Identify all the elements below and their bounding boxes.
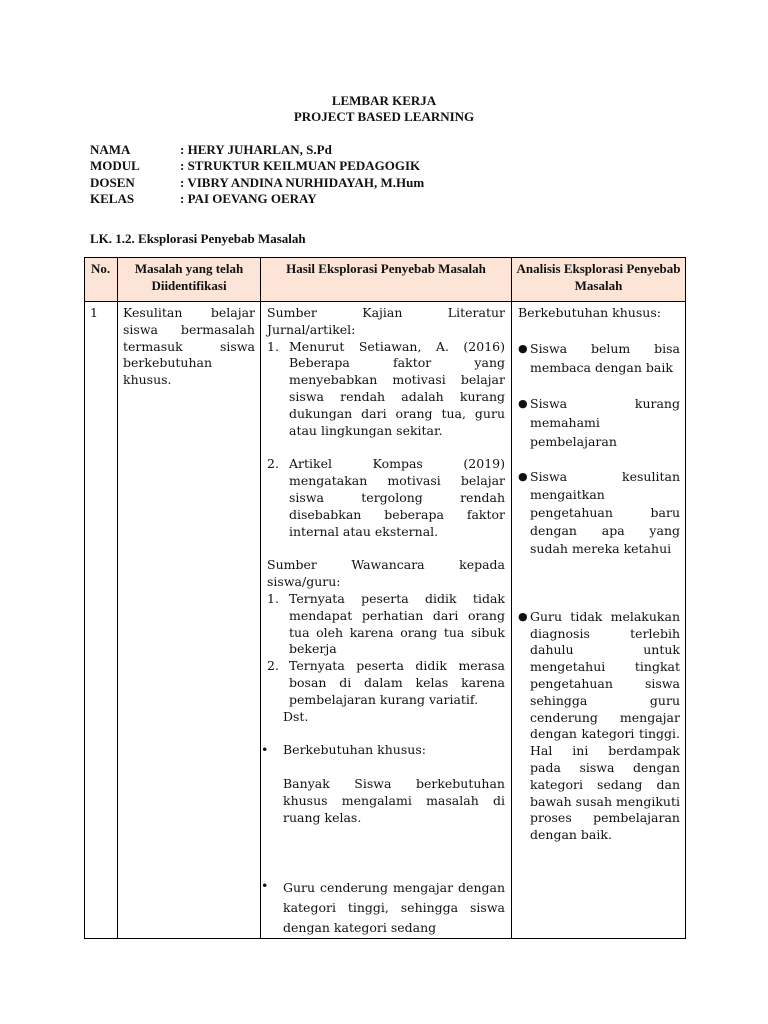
list-item	[518, 394, 680, 451]
analisis-item-2: Siswa kurang memahami pembelajaran	[530, 395, 680, 449]
list-item: 2. Artikel Kompas (2019) mengatakan motivasi belajar siswa tergolong rendah disebabkan beberapa faktor internal atau eksternal.	[267, 456, 505, 539]
row-number: 1	[90, 305, 98, 320]
cell-hasil	[261, 302, 512, 939]
lit-item-1: Menurut Setiawan, A. (2016) Beberapa faktor yang menyebabkan motivasi belajar siswa rendah adalah kurang dukungan dari orang tua, guru atau lingkungan sekitar.	[289, 338, 505, 438]
cell-analisis	[512, 302, 686, 939]
table-header-row	[85, 258, 686, 302]
info-row-kelas	[90, 191, 424, 207]
wawancara-item-2: Ternyata peserta didik merasa bosan di dalam kelas karena pembelajaran kurang variatif.	[289, 658, 505, 707]
info-label: NAMA	[90, 142, 131, 157]
table-row	[85, 302, 686, 939]
bullet-icon: ●	[518, 396, 528, 410]
wawancara-item-1: Ternyata peserta didik tidak mendapat perhatian dari orang tua oleh karena orang tua sibuk bekerja	[289, 590, 505, 657]
cell-masalah	[118, 302, 261, 939]
list-item: 2. Ternyata peserta didik merasa bosan di dalam kelas karena pembelajaran kurang variatif.	[267, 658, 505, 707]
bullet2-text: Guru cenderung mengajar dengan kategori tinggi, sehingga siswa dengan kategori sedang	[283, 879, 505, 935]
lit-item-2: Artikel Kompas (2019) mengatakan motivasi belajar siswa tergolong rendah disebabkan beberapa faktor internal atau eksternal.	[289, 456, 505, 539]
list-item	[261, 742, 505, 759]
list-item: 1. Ternyata peserta didik tidak mendapat perhatian dari orang tua oleh karena orang tua sibuk bekerja	[267, 590, 505, 657]
wawancara-intro: Sumber Wawancara kepada siswa/guru:	[267, 557, 505, 590]
bullet1-text: Banyak Siswa berkebutuhan khusus mengalami masalah di ruang kelas.	[283, 776, 505, 825]
bullet1-title: Berkebutuhan khusus:	[283, 742, 426, 758]
header-no: No.	[85, 258, 118, 302]
info-value: : STRUKTUR KEILMUAN PEDAGOGIK	[180, 158, 421, 174]
list-item	[518, 609, 680, 844]
header-hasil: Hasil Eksplorasi Penyebab Masalah	[261, 258, 512, 302]
info-label: KELAS	[90, 190, 135, 206]
bullet-icon: ●	[518, 341, 528, 355]
list-item: 1. Menurut Setiawan, A. (2016) Beberapa faktor yang menyebabkan motivasi belajar siswa rendah adalah kurang dukungan dari orang tua, guru atau lingkungan sekitar.	[267, 338, 505, 438]
analisis-item-1: Siswa belum bisa membaca dengan baik	[530, 340, 680, 375]
header-analisis: Analisis Eksplorasi Penyebab Masalah	[512, 258, 686, 302]
info-row-dosen	[90, 175, 424, 191]
bullet-icon: ●	[518, 469, 528, 483]
info-row-modul	[90, 158, 424, 174]
header-masalah: Masalah yang telah Diidentifikasi	[118, 258, 261, 302]
bullet-icon: •	[261, 877, 269, 893]
bullet-icon: •	[261, 742, 269, 758]
doc-title-line2: PROJECT BASED LEARNING	[293, 109, 475, 124]
info-label: MODUL	[90, 158, 140, 174]
cell-no	[85, 302, 118, 939]
dst-text: Dst.	[283, 708, 309, 724]
list-item	[261, 877, 505, 938]
analisis-intro: Berkebutuhan khusus:	[518, 305, 661, 320]
info-row-nama	[90, 142, 424, 158]
info-value: : VIBRY ANDINA NURHIDAYAH, M.Hum	[180, 174, 425, 190]
analisis-item-4: Guru tidak melakukan diagnosis terlebih dahulu untuk mengetahui tingkat pengetahuan siswa sehingga guru cenderung mengajar dengan kategori tinggi. Hal ini berdampak pada siswa dengan kategori sedang dan bawah susah mengikuti proses pembelajaran dengan baik.	[530, 608, 680, 843]
masalah-text: Kesulitan belajar siswa bermasalah termasuk siswa berkebutuhan khusus.	[123, 305, 255, 388]
lit-intro: Sumber Kajian Literatur Jurnal/artikel:	[267, 305, 505, 337]
section-title: LK. 1.2. Eksplorasi Penyebab Masalah	[90, 231, 306, 246]
list-item	[518, 339, 680, 377]
info-block	[90, 142, 424, 207]
analisis-item-3: Siswa kesulitan mengaitkan pengetahuan baru dengan apa yang sudah mereka ketahui	[530, 468, 680, 556]
worksheet-table	[84, 257, 686, 939]
bullet-icon: ●	[518, 609, 528, 623]
doc-title-line1: LEMBAR KERJA	[331, 93, 437, 108]
info-label: DOSEN	[90, 174, 135, 190]
list-item	[518, 468, 680, 558]
info-value: : PAI OEVANG OERAY	[180, 190, 317, 206]
info-value: : HERY JUHARLAN, S.Pd	[180, 142, 332, 157]
